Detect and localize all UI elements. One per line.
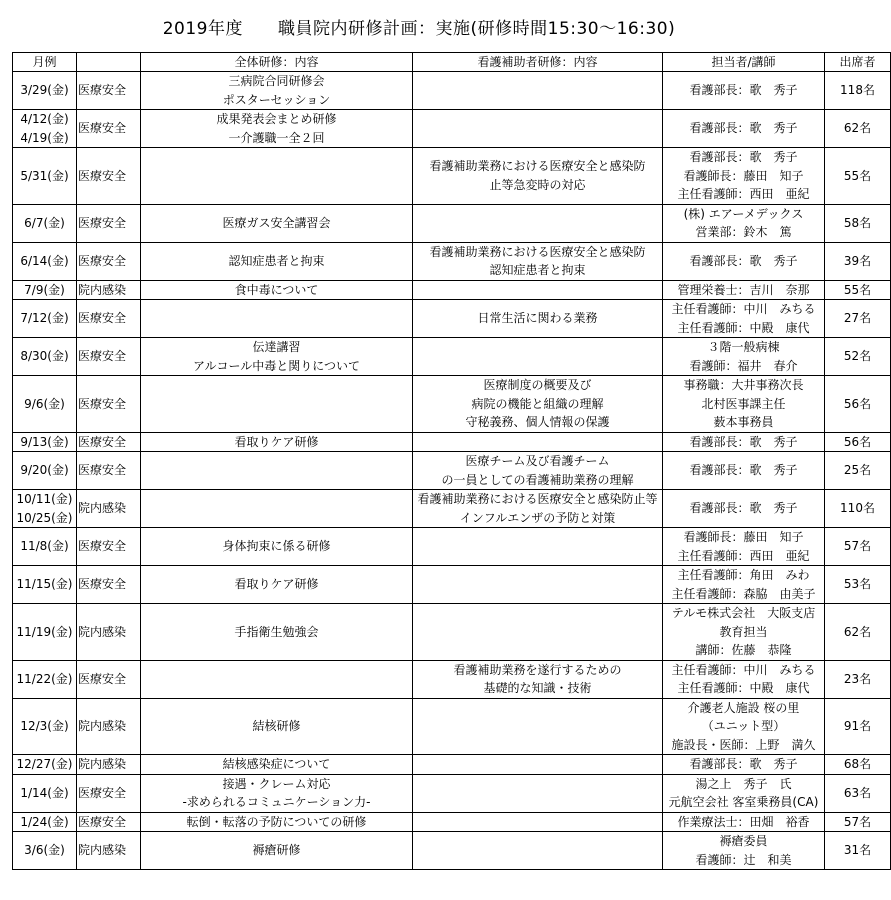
page-title: 2019年度 職員院内研修計画：実施(研修時間15:30～16:30) xyxy=(162,19,676,39)
general-training-cell-line: 三病院合同研修会 xyxy=(228,74,325,88)
lecturer-cell-line: 主任看護師：中殿 康代 xyxy=(677,681,810,695)
lecturer-cell-line: 看護部長：歌 秀子 xyxy=(689,463,798,478)
category-cell: 医療安全 xyxy=(77,566,141,604)
general-training-cell-line: ポスターセッション xyxy=(222,92,331,107)
attendance-cell: 91名 xyxy=(825,698,891,755)
general-training-cell xyxy=(141,338,413,376)
assistant-training-cell xyxy=(413,566,663,604)
date-cell-line: 6/14(金) xyxy=(20,253,69,268)
lecturer-cell-line: ３階一般病棟 xyxy=(707,340,780,354)
table-row xyxy=(13,376,891,433)
general-training-cell-line: 一介護職一全２回 xyxy=(228,130,325,145)
date-cell-line: 4/19(金) xyxy=(20,130,69,145)
date-cell-line: 11/19(金) xyxy=(16,624,73,639)
header-general-training: 全体研修：内容 xyxy=(141,53,413,72)
lecturer-cell-line: 主任看護師：中川 みちる xyxy=(671,662,816,677)
general-training-cell-line: 身体拘束に係る研修 xyxy=(222,539,331,554)
general-training-cell-line: 食中毒について xyxy=(234,282,319,297)
lecturer-cell-line: 主任看護師：中殿 康代 xyxy=(677,320,810,335)
lecturer-cell-line: 主任看護師：中川 みちる xyxy=(671,302,816,316)
lecturer-cell-line: (株) エアーメデックス xyxy=(683,206,804,221)
header-date: 月例 xyxy=(13,53,77,72)
attendance-cell: 68名 xyxy=(825,755,891,775)
table-row xyxy=(13,812,891,832)
attendance-cell: 23名 xyxy=(825,660,891,698)
assistant-training-cell xyxy=(413,698,663,755)
attendance-cell: 25名 xyxy=(825,452,891,490)
date-cell-line: 3/6(金) xyxy=(24,843,65,858)
date-cell-line: 11/22(金) xyxy=(16,671,73,686)
date-cell xyxy=(13,528,77,566)
category-cell: 医療安全 xyxy=(77,204,141,242)
date-cell xyxy=(13,242,77,280)
lecturer-cell-line: 看護部長：歌 秀子 xyxy=(689,121,798,136)
assistant-training-cell xyxy=(413,832,663,870)
lecturer-cell xyxy=(663,604,825,661)
lecturer-cell-line: 元航空会社 客室乗務員(CA) xyxy=(668,795,819,809)
date-cell xyxy=(13,376,77,433)
lecturer-cell xyxy=(663,148,825,205)
date-cell xyxy=(13,660,77,698)
date-cell xyxy=(13,604,77,661)
general-training-cell xyxy=(141,490,413,528)
general-training-cell xyxy=(141,280,413,300)
general-training-cell xyxy=(141,452,413,490)
header-assistant-training: 看護補助者研修：内容 xyxy=(413,53,663,72)
date-cell-line: 10/11(金) xyxy=(16,492,73,506)
date-cell xyxy=(13,72,77,110)
header-category xyxy=(77,53,141,72)
assistant-training-cell-line: 看護補助業務を遂行するための xyxy=(453,662,622,677)
attendance-cell: 62名 xyxy=(825,604,891,661)
date-cell-line: 11/8(金) xyxy=(20,539,69,554)
table-row xyxy=(13,300,891,338)
lecturer-cell xyxy=(663,72,825,110)
general-training-cell-line: 転倒・転落の予防についての研修 xyxy=(186,814,367,829)
date-cell-line: 5/31(金) xyxy=(20,168,69,183)
general-training-cell-line: 看取りケア研修 xyxy=(234,577,319,592)
table-row xyxy=(13,242,891,280)
date-cell xyxy=(13,300,77,338)
attendance-cell: 57名 xyxy=(825,528,891,566)
lecturer-cell xyxy=(663,566,825,604)
table-row xyxy=(13,832,891,870)
assistant-training-cell-line: 看護補助業務における医療安全と感染防 xyxy=(429,159,646,174)
table-row xyxy=(13,72,891,110)
lecturer-cell-line: 介護老人施設 桜の里 xyxy=(687,700,800,715)
category-cell: 院内感染 xyxy=(77,698,141,755)
lecturer-cell xyxy=(663,755,825,775)
assistant-training-cell xyxy=(413,148,663,205)
lecturer-cell xyxy=(663,204,825,242)
lecturer-cell xyxy=(663,300,825,338)
date-cell-line: 10/25(金) xyxy=(16,510,73,525)
lecturer-cell-line: 看護部長：歌 秀子 xyxy=(689,434,798,449)
general-training-cell xyxy=(141,204,413,242)
lecturer-cell xyxy=(663,280,825,300)
assistant-training-cell-line: 病院の機能と組織の理解 xyxy=(471,396,604,411)
assistant-training-cell xyxy=(413,528,663,566)
lecturer-cell xyxy=(663,774,825,812)
category-cell: 医療安全 xyxy=(77,300,141,338)
table-row xyxy=(13,660,891,698)
general-training-cell-line: 伝達講習 xyxy=(252,340,301,354)
lecturer-cell xyxy=(663,338,825,376)
lecturer-cell-line: 北村医事課主任 xyxy=(701,396,786,411)
date-cell-line: 9/6(金) xyxy=(24,396,65,411)
general-training-cell xyxy=(141,832,413,870)
date-cell xyxy=(13,812,77,832)
date-cell xyxy=(13,110,77,148)
date-cell-line: 7/12(金) xyxy=(20,311,69,326)
lecturer-cell-line: 看護部長：歌 秀子 xyxy=(689,83,798,98)
date-cell-line: 6/7(金) xyxy=(24,215,65,230)
lecturer-cell-line: 看護部長：歌 秀子 xyxy=(689,150,798,164)
general-training-cell-line: アルコール中毒と関りについて xyxy=(192,358,361,373)
lecturer-cell xyxy=(663,832,825,870)
lecturer-cell-line: 褥瘡委員 xyxy=(719,834,768,848)
attendance-cell: 55名 xyxy=(825,148,891,205)
table-row xyxy=(13,566,891,604)
assistant-training-cell xyxy=(413,338,663,376)
category-cell: 医療安全 xyxy=(77,528,141,566)
general-training-cell xyxy=(141,376,413,433)
attendance-cell: 110名 xyxy=(825,490,891,528)
general-training-cell xyxy=(141,566,413,604)
assistant-training-cell-line: 基礎的な知識・技術 xyxy=(483,681,592,695)
lecturer-cell-line: 看護師：福井 春介 xyxy=(689,358,798,373)
category-cell: 院内感染 xyxy=(77,832,141,870)
table-row xyxy=(13,698,891,755)
lecturer-cell xyxy=(663,110,825,148)
lecturer-cell-line: （ユニット型） xyxy=(701,719,786,733)
assistant-training-cell-line: 医療チーム及び看護チーム xyxy=(465,454,610,468)
assistant-training-cell xyxy=(413,242,663,280)
assistant-training-cell-line: 認知症患者と拘束 xyxy=(489,263,586,277)
date-cell-line: 4/12(金) xyxy=(20,112,69,126)
header-lecturer: 担当者/講師 xyxy=(663,53,825,72)
assistant-training-cell-line: 守秘義務、個人情報の保護 xyxy=(465,415,610,429)
lecturer-cell xyxy=(663,242,825,280)
category-cell: 医療安全 xyxy=(77,72,141,110)
category-cell: 医療安全 xyxy=(77,452,141,490)
lecturer-cell-line: 看護師長：藤田 知子 xyxy=(683,530,804,544)
attendance-cell: 58名 xyxy=(825,204,891,242)
date-cell-line: 3/29(金) xyxy=(20,83,69,98)
category-cell: 医療安全 xyxy=(77,660,141,698)
assistant-training-cell xyxy=(413,660,663,698)
lecturer-cell-line: 主任看護師：森脇 由美子 xyxy=(671,586,816,601)
general-training-cell-line: 認知症患者と拘束 xyxy=(228,253,325,268)
date-cell xyxy=(13,832,77,870)
assistant-training-cell-line: 日常生活に関わる業務 xyxy=(477,311,598,326)
assistant-training-cell-line: 看護補助業務における医療安全と感染防止等 xyxy=(417,492,658,506)
table-row xyxy=(13,148,891,205)
date-cell xyxy=(13,452,77,490)
table-header-row xyxy=(13,53,891,72)
attendance-cell: 53名 xyxy=(825,566,891,604)
lecturer-cell xyxy=(663,452,825,490)
assistant-training-cell xyxy=(413,300,663,338)
table-row xyxy=(13,604,891,661)
general-training-cell xyxy=(141,660,413,698)
assistant-training-cell xyxy=(413,755,663,775)
assistant-training-cell-line: 看護補助業務における医療安全と感染防 xyxy=(429,244,646,259)
assistant-training-cell xyxy=(413,376,663,433)
date-cell xyxy=(13,148,77,205)
lecturer-cell-line: テルモ株式会社 大阪支店 xyxy=(671,606,816,620)
date-cell-line: 9/20(金) xyxy=(20,463,69,478)
date-cell xyxy=(13,774,77,812)
lecturer-cell xyxy=(663,660,825,698)
assistant-training-cell-line: インフルエンザの予防と対策 xyxy=(459,510,616,525)
assistant-training-cell xyxy=(413,774,663,812)
category-cell: 医療安全 xyxy=(77,812,141,832)
category-cell: 医療安全 xyxy=(77,148,141,205)
assistant-training-cell xyxy=(413,204,663,242)
category-cell: 院内感染 xyxy=(77,490,141,528)
header-attendance: 出席者 xyxy=(825,53,891,72)
general-training-cell-line: 結核研修 xyxy=(252,719,301,733)
general-training-cell xyxy=(141,432,413,452)
general-training-cell-line: -求められるコミュニケーション力- xyxy=(182,795,371,809)
table-row xyxy=(13,452,891,490)
lecturer-cell xyxy=(663,812,825,832)
lecturer-cell-line: 管理栄養士：吉川 奈那 xyxy=(677,282,810,297)
assistant-training-cell-line: の一員としての看護補助業務の理解 xyxy=(441,472,634,487)
table-row xyxy=(13,338,891,376)
category-cell: 院内感染 xyxy=(77,755,141,775)
general-training-cell xyxy=(141,148,413,205)
assistant-training-cell xyxy=(413,812,663,832)
assistant-training-cell xyxy=(413,280,663,300)
general-training-cell xyxy=(141,604,413,661)
lecturer-cell-line: 講師：佐藤 恭隆 xyxy=(695,643,792,657)
category-cell: 医療安全 xyxy=(77,242,141,280)
general-training-cell-line: 成果発表会まとめ研修 xyxy=(216,112,337,126)
attendance-cell: 56名 xyxy=(825,376,891,433)
general-training-cell xyxy=(141,774,413,812)
attendance-cell: 62名 xyxy=(825,110,891,148)
general-training-cell xyxy=(141,72,413,110)
lecturer-cell xyxy=(663,528,825,566)
assistant-training-cell-line: 止等急変時の対応 xyxy=(489,177,586,192)
general-training-cell xyxy=(141,300,413,338)
attendance-cell: 27名 xyxy=(825,300,891,338)
lecturer-cell-line: 主任看護師：西田 亜紀 xyxy=(677,548,810,563)
lecturer-cell-line: 教育担当 xyxy=(719,624,768,639)
general-training-cell xyxy=(141,528,413,566)
lecturer-cell-line: 看護部長：歌 秀子 xyxy=(689,501,798,516)
general-training-cell-line: 接遇・クレーム対応 xyxy=(222,776,331,791)
date-cell-line: 11/15(金) xyxy=(16,577,73,592)
training-plan-table xyxy=(12,52,891,870)
category-cell: 院内感染 xyxy=(77,604,141,661)
attendance-cell: 63名 xyxy=(825,774,891,812)
lecturer-cell-line: 看護部長：歌 秀子 xyxy=(689,253,798,268)
lecturer-cell-line: 施設長・医師：上野 満久 xyxy=(671,737,816,752)
general-training-cell-line: 看取りケア研修 xyxy=(234,434,319,449)
general-training-cell-line: 結核感染症について xyxy=(222,757,331,771)
date-cell xyxy=(13,432,77,452)
category-cell: 院内感染 xyxy=(77,280,141,300)
date-cell-line: 1/14(金) xyxy=(20,785,69,800)
lecturer-cell-line: 看護師長：藤田 知子 xyxy=(683,168,804,183)
assistant-training-cell xyxy=(413,110,663,148)
general-training-cell-line: 褥瘡研修 xyxy=(252,843,301,858)
attendance-cell: 52名 xyxy=(825,338,891,376)
table-row xyxy=(13,774,891,812)
lecturer-cell-line: 主任看護師：西田 亜紀 xyxy=(677,187,810,201)
table-row xyxy=(13,110,891,148)
date-cell xyxy=(13,490,77,528)
assistant-training-cell-line: 医療制度の概要及び xyxy=(483,378,592,392)
table-row xyxy=(13,204,891,242)
table-row xyxy=(13,755,891,775)
assistant-training-cell xyxy=(413,72,663,110)
general-training-cell xyxy=(141,242,413,280)
date-cell-line: 12/3(金) xyxy=(20,719,69,733)
general-training-cell xyxy=(141,698,413,755)
date-cell xyxy=(13,698,77,755)
table-row xyxy=(13,528,891,566)
date-cell xyxy=(13,338,77,376)
date-cell-line: 7/9(金) xyxy=(24,282,65,297)
table-row xyxy=(13,280,891,300)
date-cell-line: 8/30(金) xyxy=(20,349,69,364)
lecturer-cell-line: 看護部長：歌 秀子 xyxy=(689,757,798,771)
attendance-cell: 31名 xyxy=(825,832,891,870)
general-training-cell-line: 手指衛生勉強会 xyxy=(234,624,319,639)
attendance-cell: 57名 xyxy=(825,812,891,832)
date-cell-line: 9/13(金) xyxy=(20,434,69,449)
assistant-training-cell xyxy=(413,604,663,661)
table-row xyxy=(13,432,891,452)
lecturer-cell-line: 事務職：大井事務次長 xyxy=(683,378,804,392)
category-cell: 医療安全 xyxy=(77,110,141,148)
general-training-cell xyxy=(141,110,413,148)
lecturer-cell xyxy=(663,376,825,433)
lecturer-cell-line: 薮本事務員 xyxy=(713,415,774,429)
lecturer-cell-line: 作業療法士：田畑 裕香 xyxy=(677,814,810,829)
attendance-cell: 56名 xyxy=(825,432,891,452)
general-training-cell-line: 医療ガス安全講習会 xyxy=(222,215,331,230)
date-cell-line: 12/27(金) xyxy=(16,757,73,771)
category-cell: 医療安全 xyxy=(77,376,141,433)
assistant-training-cell xyxy=(413,452,663,490)
date-cell xyxy=(13,566,77,604)
table-row xyxy=(13,490,891,528)
date-cell-line: 1/24(金) xyxy=(20,814,69,829)
general-training-cell xyxy=(141,812,413,832)
attendance-cell: 118名 xyxy=(825,72,891,110)
lecturer-cell-line: 湯之上 秀子 氏 xyxy=(695,776,792,791)
category-cell: 医療安全 xyxy=(77,338,141,376)
date-cell xyxy=(13,204,77,242)
attendance-cell: 39名 xyxy=(825,242,891,280)
date-cell xyxy=(13,280,77,300)
lecturer-cell xyxy=(663,698,825,755)
lecturer-cell-line: 営業部：鈴木 篤 xyxy=(695,225,792,239)
lecturer-cell-line: 看護師：辻 和美 xyxy=(695,852,792,867)
category-cell: 医療安全 xyxy=(77,774,141,812)
lecturer-cell xyxy=(663,490,825,528)
lecturer-cell-line: 主任看護師：角田 みわ xyxy=(677,568,810,582)
lecturer-cell xyxy=(663,432,825,452)
attendance-cell: 55名 xyxy=(825,280,891,300)
assistant-training-cell xyxy=(413,490,663,528)
assistant-training-cell xyxy=(413,432,663,452)
general-training-cell xyxy=(141,755,413,775)
date-cell xyxy=(13,755,77,775)
category-cell: 医療安全 xyxy=(77,432,141,452)
